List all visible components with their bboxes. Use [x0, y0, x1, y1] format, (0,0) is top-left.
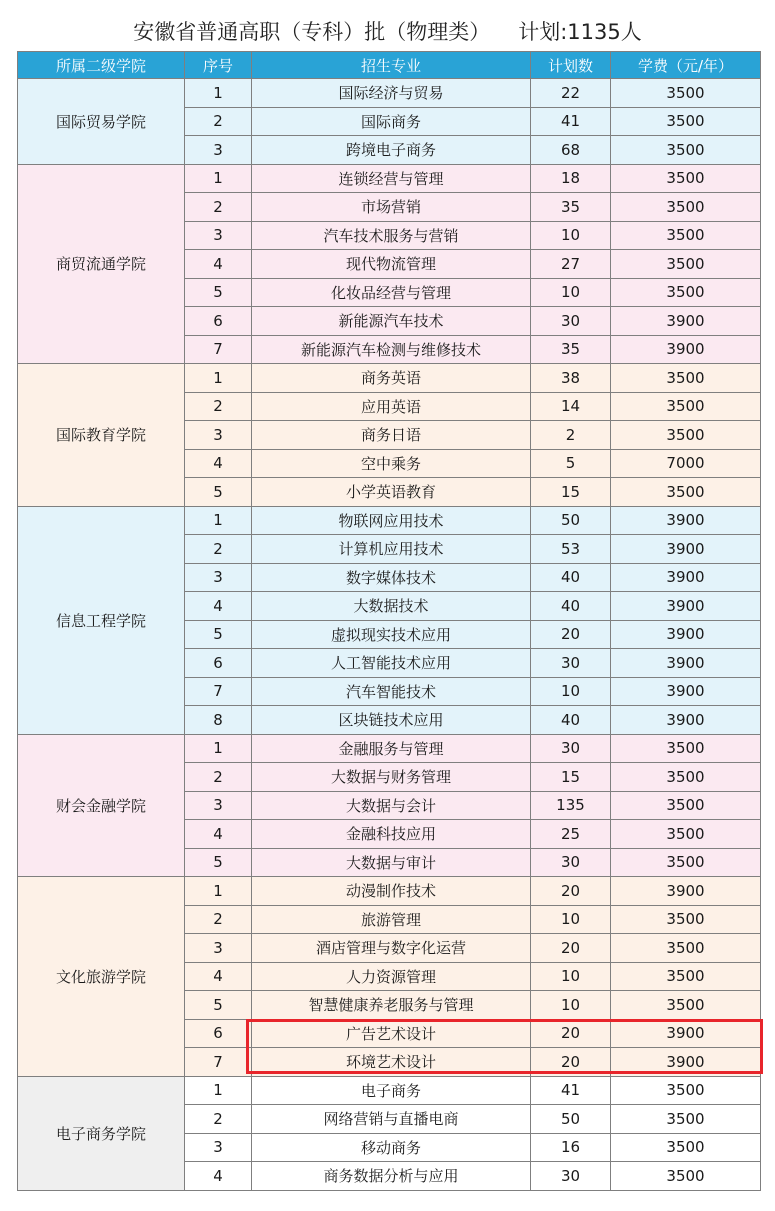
row-index: 2 — [185, 535, 252, 564]
row-major: 金融服务与管理 — [252, 734, 531, 763]
row-major: 人工智能技术应用 — [252, 649, 531, 678]
row-fee: 3500 — [611, 250, 761, 279]
row-plan: 35 — [531, 335, 611, 364]
row-fee: 3500 — [611, 421, 761, 450]
row-plan: 40 — [531, 563, 611, 592]
row-index: 5 — [185, 620, 252, 649]
row-index: 4 — [185, 820, 252, 849]
row-fee: 3900 — [611, 335, 761, 364]
row-plan: 53 — [531, 535, 611, 564]
row-plan: 5 — [531, 449, 611, 478]
row-index: 3 — [185, 1133, 252, 1162]
row-index: 4 — [185, 250, 252, 279]
row-index: 2 — [185, 193, 252, 222]
row-plan: 10 — [531, 905, 611, 934]
row-index: 3 — [185, 563, 252, 592]
row-plan: 27 — [531, 250, 611, 279]
row-plan: 41 — [531, 107, 611, 136]
row-fee: 3500 — [611, 221, 761, 250]
row-fee: 3900 — [611, 677, 761, 706]
college-cell: 商贸流通学院 — [18, 164, 185, 364]
header-plan: 计划数 — [531, 52, 611, 79]
table-body — [18, 79, 761, 1191]
row-fee: 3500 — [611, 107, 761, 136]
row-index: 3 — [185, 421, 252, 450]
row-major: 新能源汽车技术 — [252, 307, 531, 336]
row-index: 4 — [185, 962, 252, 991]
row-major: 大数据与财务管理 — [252, 763, 531, 792]
row-plan: 41 — [531, 1076, 611, 1105]
row-fee: 7000 — [611, 449, 761, 478]
row-major: 商务英语 — [252, 364, 531, 393]
row-index: 5 — [185, 478, 252, 507]
table-row — [18, 734, 761, 763]
row-fee: 3500 — [611, 934, 761, 963]
row-fee: 3500 — [611, 392, 761, 421]
row-plan: 25 — [531, 820, 611, 849]
table-row — [18, 79, 761, 108]
row-fee: 3500 — [611, 791, 761, 820]
row-major: 应用英语 — [252, 392, 531, 421]
row-plan: 20 — [531, 1048, 611, 1077]
row-major: 连锁经营与管理 — [252, 164, 531, 193]
row-plan: 20 — [531, 1019, 611, 1048]
table-row — [18, 506, 761, 535]
college-cell: 文化旅游学院 — [18, 877, 185, 1077]
row-major: 物联网应用技术 — [252, 506, 531, 535]
row-fee: 3900 — [611, 877, 761, 906]
table-row — [18, 364, 761, 393]
row-major: 空中乘务 — [252, 449, 531, 478]
row-index: 3 — [185, 934, 252, 963]
row-major: 现代物流管理 — [252, 250, 531, 279]
row-plan: 30 — [531, 734, 611, 763]
row-plan: 38 — [531, 364, 611, 393]
row-index: 5 — [185, 848, 252, 877]
row-plan: 40 — [531, 706, 611, 735]
row-fee: 3500 — [611, 164, 761, 193]
row-index: 2 — [185, 905, 252, 934]
header-fee: 学费（元/年） — [611, 52, 761, 79]
table-header-row — [18, 52, 761, 79]
row-major: 电子商务 — [252, 1076, 531, 1105]
row-major: 智慧健康养老服务与管理 — [252, 991, 531, 1020]
row-plan: 2 — [531, 421, 611, 450]
row-plan: 35 — [531, 193, 611, 222]
row-major: 商务日语 — [252, 421, 531, 450]
row-major: 国际商务 — [252, 107, 531, 136]
table-row — [18, 1076, 761, 1105]
row-plan: 50 — [531, 1105, 611, 1134]
row-fee: 3900 — [611, 535, 761, 564]
row-plan: 22 — [531, 79, 611, 108]
row-major: 虚拟现实技术应用 — [252, 620, 531, 649]
title-main: 安徽省普通高职（专科）批（物理类） — [133, 20, 491, 44]
row-index: 5 — [185, 991, 252, 1020]
row-fee: 3900 — [611, 592, 761, 621]
row-major: 汽车智能技术 — [252, 677, 531, 706]
row-fee: 3500 — [611, 763, 761, 792]
row-major: 汽车技术服务与营销 — [252, 221, 531, 250]
row-index: 7 — [185, 677, 252, 706]
row-major: 国际经济与贸易 — [252, 79, 531, 108]
row-fee: 3500 — [611, 364, 761, 393]
row-plan: 30 — [531, 1162, 611, 1191]
row-plan: 14 — [531, 392, 611, 421]
college-cell: 国际贸易学院 — [18, 79, 185, 165]
row-fee: 3900 — [611, 506, 761, 535]
row-fee: 3500 — [611, 136, 761, 165]
row-index: 6 — [185, 1019, 252, 1048]
row-major: 移动商务 — [252, 1133, 531, 1162]
row-index: 2 — [185, 1105, 252, 1134]
row-fee: 3500 — [611, 734, 761, 763]
row-index: 3 — [185, 221, 252, 250]
row-index: 1 — [185, 1076, 252, 1105]
row-fee: 3900 — [611, 706, 761, 735]
row-fee: 3500 — [611, 848, 761, 877]
title-plan-total: 计划:1135人 — [518, 20, 642, 44]
row-fee: 3500 — [611, 820, 761, 849]
row-fee: 3500 — [611, 1105, 761, 1134]
row-index: 4 — [185, 592, 252, 621]
row-index: 3 — [185, 791, 252, 820]
row-major: 大数据与会计 — [252, 791, 531, 820]
row-index: 2 — [185, 392, 252, 421]
row-fee: 3900 — [611, 307, 761, 336]
row-fee: 3900 — [611, 649, 761, 678]
row-plan: 15 — [531, 763, 611, 792]
row-major: 动漫制作技术 — [252, 877, 531, 906]
row-fee: 3500 — [611, 991, 761, 1020]
row-index: 8 — [185, 706, 252, 735]
row-plan: 10 — [531, 278, 611, 307]
row-major: 金融科技应用 — [252, 820, 531, 849]
row-major: 网络营销与直播电商 — [252, 1105, 531, 1134]
row-plan: 16 — [531, 1133, 611, 1162]
row-fee: 3900 — [611, 620, 761, 649]
row-index: 1 — [185, 364, 252, 393]
header-college: 所属二级学院 — [18, 52, 185, 79]
row-fee: 3900 — [611, 1019, 761, 1048]
row-major: 广告艺术设计 — [252, 1019, 531, 1048]
header-index: 序号 — [185, 52, 252, 79]
enrollment-table — [17, 51, 761, 1191]
row-plan: 18 — [531, 164, 611, 193]
row-fee: 3500 — [611, 79, 761, 108]
row-major: 环境艺术设计 — [252, 1048, 531, 1077]
row-index: 5 — [185, 278, 252, 307]
row-plan: 20 — [531, 620, 611, 649]
row-fee: 3500 — [611, 905, 761, 934]
row-plan: 40 — [531, 592, 611, 621]
row-plan: 10 — [531, 991, 611, 1020]
row-fee: 3900 — [611, 563, 761, 592]
college-cell: 信息工程学院 — [18, 506, 185, 734]
row-index: 2 — [185, 107, 252, 136]
row-index: 7 — [185, 1048, 252, 1077]
college-cell: 财会金融学院 — [18, 734, 185, 877]
row-plan: 10 — [531, 221, 611, 250]
row-index: 1 — [185, 164, 252, 193]
row-fee: 3500 — [611, 1076, 761, 1105]
row-index: 4 — [185, 449, 252, 478]
row-fee: 3500 — [611, 1133, 761, 1162]
row-fee: 3500 — [611, 1162, 761, 1191]
row-fee: 3900 — [611, 1048, 761, 1077]
row-index: 7 — [185, 335, 252, 364]
row-major: 酒店管理与数字化运营 — [252, 934, 531, 963]
row-index: 6 — [185, 307, 252, 336]
row-index: 4 — [185, 1162, 252, 1191]
row-plan: 30 — [531, 848, 611, 877]
row-fee: 3500 — [611, 278, 761, 307]
header-major: 招生专业 — [252, 52, 531, 79]
table-row — [18, 164, 761, 193]
row-plan: 15 — [531, 478, 611, 507]
row-major: 人力资源管理 — [252, 962, 531, 991]
row-major: 化妆品经营与管理 — [252, 278, 531, 307]
row-major: 大数据与审计 — [252, 848, 531, 877]
row-major: 小学英语教育 — [252, 478, 531, 507]
row-index: 1 — [185, 877, 252, 906]
row-index: 6 — [185, 649, 252, 678]
row-major: 市场营销 — [252, 193, 531, 222]
college-cell: 电子商务学院 — [18, 1076, 185, 1190]
row-index: 2 — [185, 763, 252, 792]
row-index: 1 — [185, 506, 252, 535]
row-major: 旅游管理 — [252, 905, 531, 934]
table-row — [18, 877, 761, 906]
row-plan: 135 — [531, 791, 611, 820]
row-plan: 30 — [531, 649, 611, 678]
row-plan: 10 — [531, 677, 611, 706]
row-plan: 10 — [531, 962, 611, 991]
row-major: 新能源汽车检测与维修技术 — [252, 335, 531, 364]
row-major: 数字媒体技术 — [252, 563, 531, 592]
row-fee: 3500 — [611, 478, 761, 507]
row-fee: 3500 — [611, 193, 761, 222]
row-major: 商务数据分析与应用 — [252, 1162, 531, 1191]
row-major: 大数据技术 — [252, 592, 531, 621]
row-index: 1 — [185, 79, 252, 108]
row-plan: 20 — [531, 877, 611, 906]
row-index: 3 — [185, 136, 252, 165]
row-plan: 30 — [531, 307, 611, 336]
row-major: 跨境电子商务 — [252, 136, 531, 165]
row-major: 计算机应用技术 — [252, 535, 531, 564]
row-major: 区块链技术应用 — [252, 706, 531, 735]
page-title — [0, 14, 775, 50]
row-fee: 3500 — [611, 962, 761, 991]
row-index: 1 — [185, 734, 252, 763]
row-plan: 20 — [531, 934, 611, 963]
row-plan: 50 — [531, 506, 611, 535]
row-plan: 68 — [531, 136, 611, 165]
college-cell: 国际教育学院 — [18, 364, 185, 507]
